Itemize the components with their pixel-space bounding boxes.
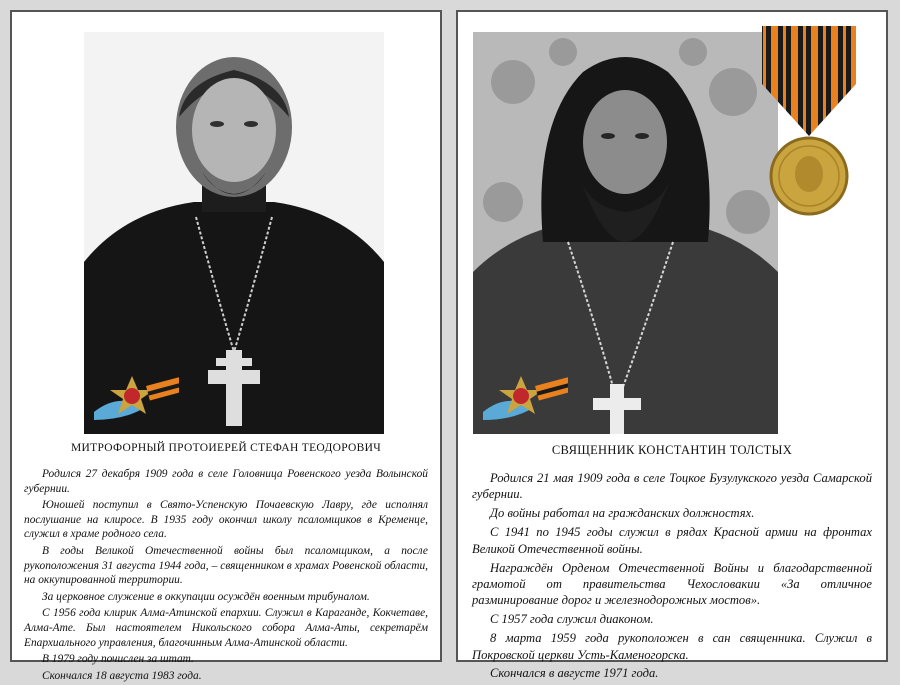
bio-paragraph: Награждён Орденом Отечественной Войны и благодарственной грамотой от правительства Чехословакии «За отличное разминирование дорог и железнодорожных мостов».: [472, 560, 872, 608]
victory-medal-icon: [754, 24, 864, 229]
bio-paragraph: Юношей поступил в Свято-Успенскую Почаевскую Лавру, где исполнял послушание на клиросе. В 1935 году окончил школу псаломщиков в Кременце, служил в храме родного села.: [24, 499, 428, 541]
bio-paragraph: 8 марта 1959 года рукоположен в сан священника. Служил в Покровской церкви Усть-Каменогорска.: [472, 631, 872, 662]
bio-paragraph: В 1979 году почислен за штат.: [42, 653, 194, 666]
order-emblem-icon: [483, 372, 568, 424]
bio-paragraph: Скончался в августе 1971 года.: [490, 666, 659, 681]
bio-paragraph: За церковное служение в оккупации осуждён военным трибуналом.: [42, 590, 370, 603]
left-biography: [24, 467, 428, 685]
bio-paragraph: До войны работал на гражданских должностях.: [490, 506, 755, 521]
order-emblem-icon: [94, 372, 179, 424]
portrait-photo-konstantin: [473, 32, 778, 434]
right-memorial-panel: [456, 10, 888, 681]
bio-paragraph: В годы Великой Отечественной войны был псаломщиком, а после рукоположения 31 августа 1944 года, – священником в храмах Ровенской области, на оккупированной территории.: [24, 544, 428, 587]
right-name-title: СВЯЩЕННИК КОНСТАНТИН ТОЛСТЫХ: [551, 443, 793, 457]
left-memorial-panel: [10, 10, 442, 682]
bio-paragraph: С 1957 года служил диаконом.: [490, 612, 654, 627]
bio-paragraph: С 1941 по 1945 годы служил в рядах Красной армии на фронтах Великой Отечественной войны.: [472, 525, 872, 556]
right-biography: [472, 470, 872, 684]
bio-paragraph: Родился 27 декабря 1909 года в селе Головница Ровенского уезда Волынской губернии.: [24, 468, 428, 495]
left-name-title: МИТРОФОРНЫЙ ПРОТОИЕРЕЙ СТЕФАН ТЕОДОРОВИЧ: [70, 442, 382, 454]
portrait-photo-stefan: [84, 32, 384, 434]
bio-paragraph: Скончался 18 августа 1983 года.: [42, 669, 202, 682]
bio-paragraph: С 1956 года клирик Алма-Атинской епархии. Служил в Караганде, Кокчетаве, Алма-Ате. Был настоятелем Никольского собора Алма-Аты, секретарём Епархиального управления, благочинным Алма-Атинской области.: [24, 607, 428, 649]
st-george-ribbon-icon: [762, 26, 856, 136]
bio-paragraph: Родился 21 мая 1909 года в селе Тоцкое Бузулукского уезда Самарской губернии.: [472, 471, 872, 502]
